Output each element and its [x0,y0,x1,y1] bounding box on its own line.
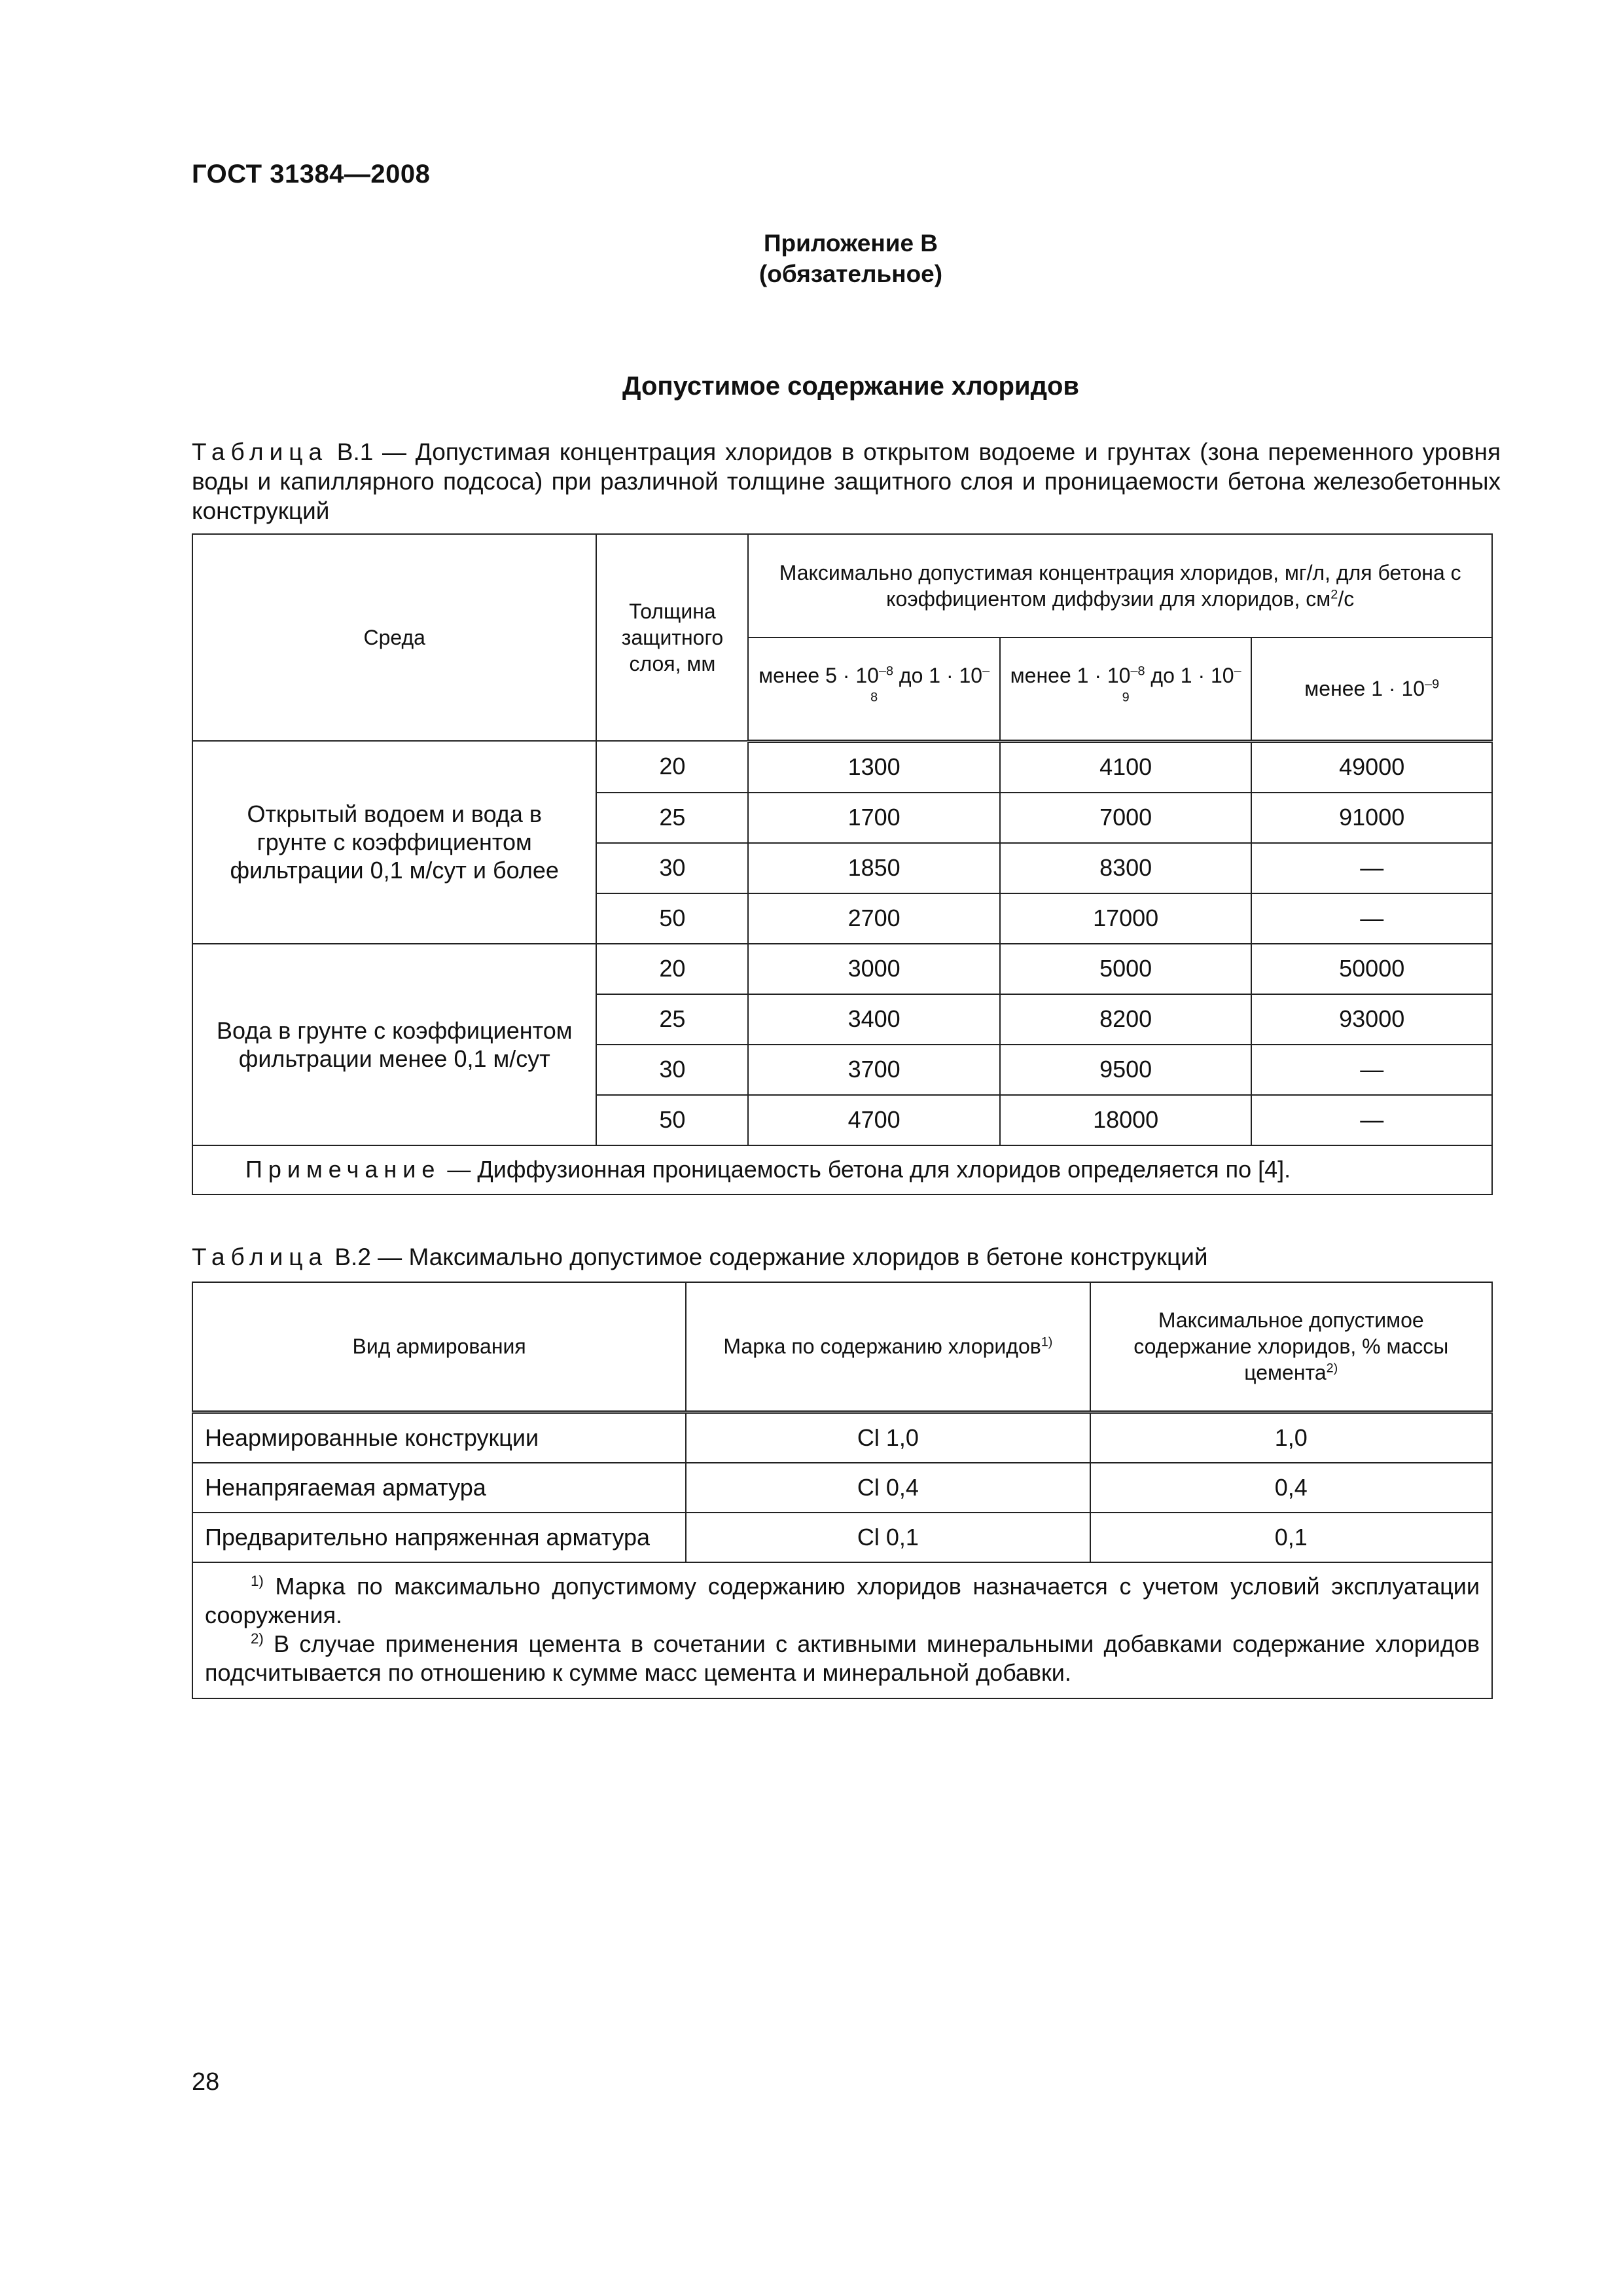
header-grade [686,1282,1090,1412]
cell: 20 [596,741,748,793]
table1-caption-label: Таблица [192,439,329,465]
table-row [192,741,1492,793]
table2-caption [192,1242,1501,1272]
cell: 8200 [1000,994,1252,1045]
document-id: ГОСТ 31384—2008 [192,160,431,188]
table1-note [192,1145,1492,1194]
cell: 0,1 [1090,1513,1492,1562]
cell: 18000 [1000,1095,1252,1145]
cell: 0,4 [1090,1463,1492,1513]
cell: 7000 [1000,793,1252,843]
table-row [192,944,1492,994]
cell: — [1251,843,1492,893]
table2-caption-text: — Максимально допустимое содержание хлоридов в бетоне конструкций [370,1244,1208,1270]
cell: 3000 [748,944,1000,994]
header-grade-text: Марка по содержанию хлоридов [723,1335,1041,1359]
cell: — [1251,1045,1492,1095]
footnote [205,1572,1480,1630]
cell: 5000 [1000,944,1252,994]
footnote-text: Марка по максимально допустимому содержанию хлоридов назначается с учетом условий эксплуатации сооружения. [205,1572,1480,1628]
table2-footnotes [192,1562,1492,1698]
header-max-concentration-tail: /с [1338,587,1355,611]
cell: 49000 [1251,741,1492,793]
cell: Неармированные конструкции [192,1412,686,1463]
cell: 4100 [1000,741,1252,793]
cell: 3700 [748,1045,1000,1095]
header-max-concentration-text: Максимально допустимая концентрация хлоридов, мг/л, для бетона с коэффициентом диффузии для хлоридов, см [779,561,1461,611]
header-medium: Среда [192,534,596,741]
header-col-2 [1000,637,1252,741]
header-col-2-a: менее 1 · 10 [1010,664,1131,688]
header-col-1-a-exp: –8 [878,664,893,679]
footnote-mark: 2) [251,1630,264,1647]
footnote [205,1630,1480,1687]
header-col-3-a: менее 1 · 10 [1304,677,1425,701]
medium-cell: Вода в грунте с коэффициентом фильтрации менее 0,1 м/сут [192,944,596,1145]
table1-caption-number: В.1 [336,439,374,465]
cell: Cl 1,0 [686,1412,1090,1463]
cell: 1,0 [1090,1412,1492,1463]
header-max-concentration [748,534,1492,637]
table-row [192,1513,1492,1562]
table2 [192,1282,1493,1699]
cell: — [1251,893,1492,944]
cell: 9500 [1000,1045,1252,1095]
cell: Cl 0,1 [686,1513,1090,1562]
header-col-1-b-exp: –8 [870,664,990,705]
cell: 1700 [748,793,1000,843]
header-col-3 [1251,637,1492,741]
header-col-1-b: до 1 · 10 [893,664,983,688]
cell: 25 [596,994,748,1045]
appendix-status: (обязательное) [758,260,943,287]
cell: 3400 [748,994,1000,1045]
cell: 50 [596,893,748,944]
table1-caption [192,437,1501,526]
cell: 1850 [748,843,1000,893]
header-max-concentration-exp: 2 [1330,587,1338,602]
header-max-content-footnote-mark: 2) [1326,1361,1338,1376]
cell: 50000 [1251,944,1492,994]
table1 [192,533,1493,1195]
cell: 93000 [1251,994,1492,1045]
header-max-content-text: Максимальное допустимое содержание хлоридов, % массы цемента [1133,1308,1449,1385]
header-col-2-a-exp: –8 [1130,664,1145,679]
table1-caption-text: — Допустимая концентрация хлоридов в открытом водоеме и грунтах (зона переменного уровня воды и капиллярного подсоса) при различной толщине защитного слоя и проницаемости бетона железобетонных конструкций [192,439,1501,524]
footnote-mark: 1) [251,1572,264,1589]
header-col-2-b-exp: –9 [1122,664,1241,705]
cell: 30 [596,843,748,893]
header-max-content [1090,1282,1492,1412]
cell: 8300 [1000,843,1252,893]
cell: 20 [596,944,748,994]
medium-cell: Открытый водоем и вода в грунте с коэффициентом фильтрации 0,1 м/сут и более [192,741,596,944]
cell: 4700 [748,1095,1000,1145]
cell: Предварительно напряженная арматура [192,1513,686,1562]
header-col-1 [748,637,1000,741]
header-grade-footnote-mark: 1) [1041,1335,1053,1350]
header-col-2-b: до 1 · 10 [1145,664,1234,688]
cell: 25 [596,793,748,843]
section-title: Допустимое содержание хлоридов [622,372,1079,401]
cell: 91000 [1251,793,1492,843]
header-reinforcement: Вид армирования [192,1282,686,1412]
footnote-text: В случае применения цемента в сочетании с активными минеральными добавками содержание хлоридов подсчитывается по отношению к сумме масс цемента и минеральной добавки. [205,1630,1480,1686]
cell: 50 [596,1095,748,1145]
cell: 2700 [748,893,1000,944]
table-row [192,1463,1492,1513]
page-number: 28 [192,2068,220,2096]
cell: 30 [596,1045,748,1095]
appendix-heading [0,228,1623,289]
table2-caption-label: Таблица [192,1244,329,1270]
table1-note-text: — Диффузионная проницаемость бетона для хлоридов определяется по [4]. [440,1156,1291,1183]
cell: 1300 [748,741,1000,793]
appendix-title: Приложение В [763,230,938,257]
table2-caption-number: В.2 [334,1244,371,1270]
cell: Cl 0,4 [686,1463,1090,1513]
header-thickness: Толщина защитного слоя, мм [596,534,748,741]
table1-note-label: Примечание [245,1156,441,1183]
cell: — [1251,1095,1492,1145]
cell: 17000 [1000,893,1252,944]
table-row [192,1412,1492,1463]
cell: Ненапрягаемая арматура [192,1463,686,1513]
header-col-1-a: менее 5 · 10 [758,664,879,688]
header-col-3-a-exp: –9 [1425,677,1440,692]
